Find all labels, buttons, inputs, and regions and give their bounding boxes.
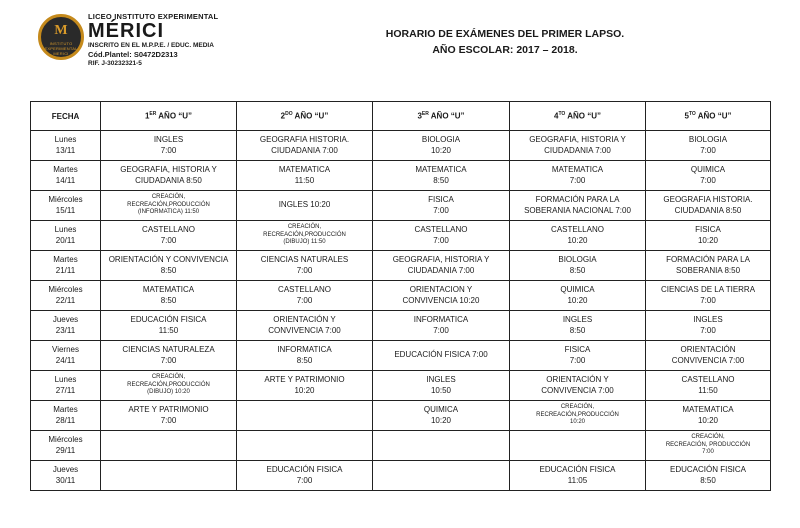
exam-cell [237, 371, 373, 401]
table-row [31, 221, 771, 251]
exam-text: 7:00 [433, 325, 449, 335]
table-row [31, 431, 771, 461]
exam-text: (DIBUJO) 10:20 [147, 389, 190, 396]
header-suffix: AÑO “U” [695, 111, 732, 121]
exam-cell [101, 251, 237, 281]
exam-cell [101, 401, 237, 431]
exam-text: FISICA [428, 195, 454, 204]
date-cell [31, 311, 101, 341]
exam-text: RECREACIÓN,PRODUCCIÓN [263, 231, 346, 238]
exam-cell [101, 281, 237, 311]
date-label: 20/11 [55, 235, 76, 245]
exam-schedule-table [30, 101, 771, 491]
exam-text: CREACIÓN, [151, 194, 186, 201]
exam-cell [510, 191, 646, 221]
exam-cell [510, 371, 646, 401]
exam-text: GEOGRAFIA, HISTORIA Y [120, 165, 217, 174]
exam-cell [237, 461, 373, 491]
exam-text: BIOLOGIA [558, 255, 597, 264]
exam-text: 10:20 [697, 235, 719, 245]
exam-text: (DIBUJO) 11:50 [283, 239, 326, 246]
weekday-label: Martes [53, 165, 78, 174]
exam-text: CASTELLANO [414, 225, 468, 234]
exam-text: (INFORMATICA) 11:50 [137, 209, 200, 216]
table-row [31, 191, 771, 221]
column-header-year-2 [237, 102, 373, 131]
exam-cell [373, 251, 510, 281]
exam-text: EDUCACIÓN FISICA [130, 315, 207, 324]
exam-cell [373, 191, 510, 221]
exam-text: ORIENTACIÓN Y CONVIVENCIA [108, 255, 229, 264]
exam-text: 10:20 [569, 419, 585, 426]
school-name: MÉRICI [88, 20, 164, 42]
exam-text: 10:50 [430, 385, 452, 395]
exam-cell [101, 431, 237, 461]
exam-text: CONVIVENCIA 10:20 [402, 295, 480, 305]
exam-text: 7:00 [569, 355, 586, 365]
exam-cell [646, 161, 771, 191]
exam-text: 8:50 [569, 325, 586, 335]
exam-text: 7:00 [296, 295, 313, 305]
exam-text: 8:50 [569, 265, 586, 275]
exam-text: INFORMATICA [413, 315, 469, 324]
exam-text: FORMACIÓN PARA LA [535, 195, 620, 204]
exam-cell [646, 311, 771, 341]
exam-cell [237, 341, 373, 371]
header-suffix: AÑO “U” [292, 111, 329, 121]
header-text: 2 [280, 111, 286, 121]
exam-cell [237, 131, 373, 161]
header-suffix: AÑO “U” [428, 111, 465, 121]
weekday-label: Jueves [52, 315, 79, 324]
weekday-label: Miércoles [48, 435, 83, 444]
exam-text: CIENCIAS DE LA TIERRA [660, 285, 756, 294]
exam-cell [646, 431, 771, 461]
exam-text: CASTELLANO [681, 375, 735, 384]
table-row [31, 341, 771, 371]
exam-text: CIENCIAS NATURALES [260, 255, 349, 264]
exam-text: 10:20 [567, 235, 588, 245]
exam-text: 7:00 [700, 325, 716, 335]
exam-text: 8:50 [160, 265, 177, 275]
table-row [31, 131, 771, 161]
date-cell [31, 161, 101, 191]
exam-cell [646, 371, 771, 401]
date-label: 14/11 [55, 175, 76, 185]
date-cell [31, 461, 101, 491]
exam-text: 7:00 [700, 175, 716, 185]
exam-cell [237, 191, 373, 221]
exam-cell [510, 131, 646, 161]
exam-text: BIOLOGIA [688, 135, 728, 144]
exam-text: 8:50 [700, 475, 716, 485]
exam-cell [101, 221, 237, 251]
header-suffix: AÑO “U” [565, 111, 601, 121]
table-row [31, 281, 771, 311]
exam-cell [101, 131, 237, 161]
table-row [31, 251, 771, 281]
exam-text: 7:00 [702, 449, 714, 456]
exam-text: EDUCACIÓN FISICA [266, 465, 343, 474]
exam-text: INGLES [153, 135, 184, 144]
exam-text: RECREACIÓN, PRODUCCIÓN [665, 441, 751, 448]
column-header-year-3 [373, 102, 510, 131]
exam-text: GEOGRAFIA, HISTORIA Y [392, 255, 490, 264]
exam-text: 7:00 [569, 175, 586, 185]
exam-cell [237, 221, 373, 251]
exam-cell [237, 161, 373, 191]
weekday-label: Miércoles [48, 195, 83, 204]
date-label: 30/11 [55, 475, 76, 485]
exam-cell [373, 221, 510, 251]
date-label: 27/11 [55, 385, 76, 395]
exam-text: CIUDADANIA 8:50 [135, 175, 202, 185]
exam-text: CASTELLANO [142, 225, 195, 234]
date-label: 28/11 [55, 415, 76, 425]
exam-cell [101, 461, 237, 491]
exam-cell [646, 401, 771, 431]
header-text: 1 [144, 111, 150, 121]
header-suffix: AÑO “U” [156, 111, 193, 121]
date-label: 15/11 [55, 205, 76, 215]
exam-text: INGLES [693, 315, 723, 324]
exam-text: 7:00 [160, 415, 177, 425]
exam-text: 7:00 [160, 145, 177, 155]
date-label: 23/11 [55, 325, 76, 335]
header-ordinal: ER [421, 111, 429, 118]
exam-cell [510, 281, 646, 311]
exam-text: ORIENTACIÓN [680, 345, 736, 354]
exam-text: 11:50 [698, 385, 718, 395]
exam-text: 8:50 [433, 175, 449, 185]
exam-cell [101, 371, 237, 401]
exam-text: RECREACIÓN,PRODUCCIÓN [536, 411, 619, 418]
weekday-label: Lunes [54, 225, 77, 234]
exam-text: EDUCACIÓN FISICA [669, 465, 746, 474]
exam-text: 10:20 [697, 415, 719, 425]
date-label: 29/11 [55, 445, 76, 455]
exam-cell [373, 341, 510, 371]
exam-text: QUIMICA [560, 285, 595, 294]
exam-cell [101, 191, 237, 221]
weekday-label: Jueves [52, 465, 79, 474]
table-row [31, 311, 771, 341]
exam-text: CASTELLANO [551, 225, 604, 234]
exam-cell [510, 221, 646, 251]
exam-text: CIUDADANIA 8:50 [674, 205, 742, 215]
exam-cell [646, 281, 771, 311]
title-line-2: AÑO ESCOLAR: 2017 – 2018. [432, 44, 578, 56]
exam-text: CIENCIAS NATURALEZA [122, 345, 215, 354]
date-label: 24/11 [55, 355, 76, 365]
exam-cell [373, 281, 510, 311]
schedule-body [31, 131, 771, 491]
exam-text: RECREACIÓN,PRODUCCIÓN [127, 201, 210, 208]
exam-text: MATEMATICA [551, 165, 604, 174]
date-cell [31, 401, 101, 431]
exam-cell [373, 161, 510, 191]
header-text: 5 [684, 111, 689, 121]
exam-cell [373, 131, 510, 161]
exam-cell [646, 221, 771, 251]
exam-text: CREACIÓN, [691, 434, 725, 441]
exam-text: INGLES 10:20 [278, 200, 331, 210]
exam-cell [237, 401, 373, 431]
exam-cell [237, 311, 373, 341]
exam-cell [646, 341, 771, 371]
exam-text: 10:20 [567, 295, 588, 305]
exam-text: 7:00 [433, 205, 449, 215]
school-rif: RIF. J-30232321-5 [88, 60, 142, 67]
exam-text: 7:00 [296, 265, 313, 275]
exam-cell [237, 281, 373, 311]
exam-text: 11:50 [158, 325, 179, 335]
exam-text: MATEMATICA [142, 285, 195, 294]
exam-text: EDUCACIÓN FISICA [539, 465, 616, 474]
exam-text: INFORMATICA [277, 345, 332, 354]
header-text: 4 [553, 111, 559, 121]
header-text: 3 [417, 111, 422, 121]
exam-text: GEOGRAFIA, HISTORIA Y [529, 135, 626, 144]
exam-text: ORIENTACION Y [409, 285, 473, 294]
weekday-label: Martes [53, 255, 78, 264]
exam-text: INGLES [562, 315, 593, 324]
weekday-label: Lunes [54, 375, 77, 384]
date-cell [31, 131, 101, 161]
exam-text: CASTELLANO [278, 285, 331, 294]
header-ordinal: ER [149, 111, 157, 118]
exam-text: 7:00 [700, 145, 716, 155]
exam-text: 10:20 [430, 415, 452, 425]
title-line-1: HORARIO DE EXÁMENES DEL PRIMER LAPSO. [385, 28, 625, 40]
exam-cell [510, 341, 646, 371]
exam-text: CONVIVENCIA 7:00 [671, 355, 745, 365]
exam-text: ORIENTACIÓN Y [546, 375, 609, 384]
exam-cell [510, 311, 646, 341]
exam-cell [373, 311, 510, 341]
exam-text: CONVIVENCIA 7:00 [541, 385, 614, 395]
column-header-year-5 [646, 102, 771, 131]
date-cell [31, 221, 101, 251]
header-row [31, 102, 771, 131]
exam-cell [510, 431, 646, 461]
table-row [31, 461, 771, 491]
exam-cell [510, 161, 646, 191]
date-label: 13/11 [55, 145, 76, 155]
exam-cell [373, 431, 510, 461]
table-row [31, 161, 771, 191]
exam-text: 10:20 [430, 145, 452, 155]
exam-text: CREACIÓN, [287, 224, 322, 231]
exam-cell [101, 311, 237, 341]
document-title [360, 26, 650, 58]
school-logo [38, 14, 84, 60]
weekday-label: Lunes [54, 135, 77, 144]
exam-text: BIOLOGIA [421, 135, 461, 144]
logo-mark: M [54, 23, 68, 38]
exam-text: ARTE Y PATRIMONIO [128, 405, 209, 414]
school-type: LICEO INSTITUTO EXPERIMENTAL [88, 12, 219, 21]
date-label: 22/11 [55, 295, 76, 305]
column-header-year-1 [101, 102, 237, 131]
exam-text: MATEMATICA [682, 405, 734, 414]
date-cell [31, 371, 101, 401]
exam-text: INGLES [426, 375, 456, 384]
table-row [31, 371, 771, 401]
column-header-year-4 [510, 102, 646, 131]
school-registration: INSCRITO EN EL M.P.P.E. / EDUC. MEDIA [88, 42, 214, 49]
date-cell [31, 281, 101, 311]
exam-text: MATEMATICA [415, 165, 467, 174]
weekday-label: Martes [53, 405, 78, 414]
exam-text: CREACIÓN, [151, 374, 186, 381]
header-ordinal: TO [558, 111, 566, 118]
exam-text: CIUDADANIA 7:00 [271, 145, 338, 155]
exam-text: 7:00 [296, 475, 313, 485]
school-header [88, 12, 218, 68]
weekday-label: Viernes [52, 345, 79, 354]
exam-cell [373, 461, 510, 491]
exam-text: CREACIÓN, [560, 404, 595, 411]
header-ordinal: DO [285, 111, 293, 118]
date-cell [31, 431, 101, 461]
exam-text: 7:00 [433, 235, 449, 245]
exam-text: 10:20 [294, 385, 315, 395]
exam-text: GEOGRAFIA HISTORIA. [663, 195, 753, 204]
exam-text: CONVIVENCIA 7:00 [268, 325, 341, 335]
exam-cell [510, 251, 646, 281]
exam-text: 11:50 [294, 175, 315, 185]
exam-text: 8:50 [160, 295, 177, 305]
exam-cell [646, 191, 771, 221]
exam-text: 11:05 [567, 475, 588, 485]
exam-cell [646, 131, 771, 161]
exam-text: FISICA [695, 225, 721, 234]
exam-text: SOBERANIA 8:50 [675, 265, 741, 275]
exam-text: RECREACIÓN,PRODUCCIÓN [127, 381, 210, 388]
exam-text: ARTE Y PATRIMONIO [264, 375, 345, 384]
exam-text: EDUCACIÓN FISICA 7:00 [394, 350, 488, 360]
date-cell [31, 191, 101, 221]
weekday-label: Miércoles [48, 285, 83, 294]
exam-text: FISICA [564, 345, 591, 354]
date-label: 21/11 [55, 265, 76, 275]
exam-cell [373, 371, 510, 401]
exam-text: 7:00 [160, 235, 177, 245]
exam-text: QUIMICA [423, 405, 459, 414]
exam-cell [646, 251, 771, 281]
date-cell [31, 251, 101, 281]
header-text: FECHA [51, 111, 80, 121]
exam-text: 7:00 [160, 355, 177, 365]
exam-cell [101, 161, 237, 191]
exam-cell [101, 341, 237, 371]
exam-cell [510, 401, 646, 431]
exam-text: CIUDADANIA 7:00 [407, 265, 475, 275]
exam-text: SOBERANIA NACIONAL 7:00 [524, 205, 631, 215]
exam-cell [646, 461, 771, 491]
exam-cell [237, 251, 373, 281]
exam-cell [510, 461, 646, 491]
exam-text: FORMACIÓN PARA LA [666, 255, 750, 264]
exam-cell [373, 401, 510, 431]
exam-text: GEOGRAFIA HISTORIA. [259, 135, 350, 144]
exam-text: 7:00 [700, 295, 716, 305]
header-ordinal: TO [688, 111, 696, 118]
logo-ring-text: INSTITUTO EXPERIMENTAL MERICI [44, 41, 78, 56]
column-header-fecha [31, 102, 101, 131]
exam-text: QUIMICA [690, 165, 726, 174]
exam-text: ORIENTACIÓN Y [273, 315, 336, 324]
table-row [31, 401, 771, 431]
date-cell [31, 341, 101, 371]
exam-text: 8:50 [296, 355, 313, 365]
exam-text: CIUDADANIA 7:00 [544, 145, 611, 155]
school-plantel-code: Cód.Plantel: S0472D2313 [88, 50, 178, 59]
exam-cell [237, 431, 373, 461]
exam-text: MATEMATICA [278, 165, 331, 174]
